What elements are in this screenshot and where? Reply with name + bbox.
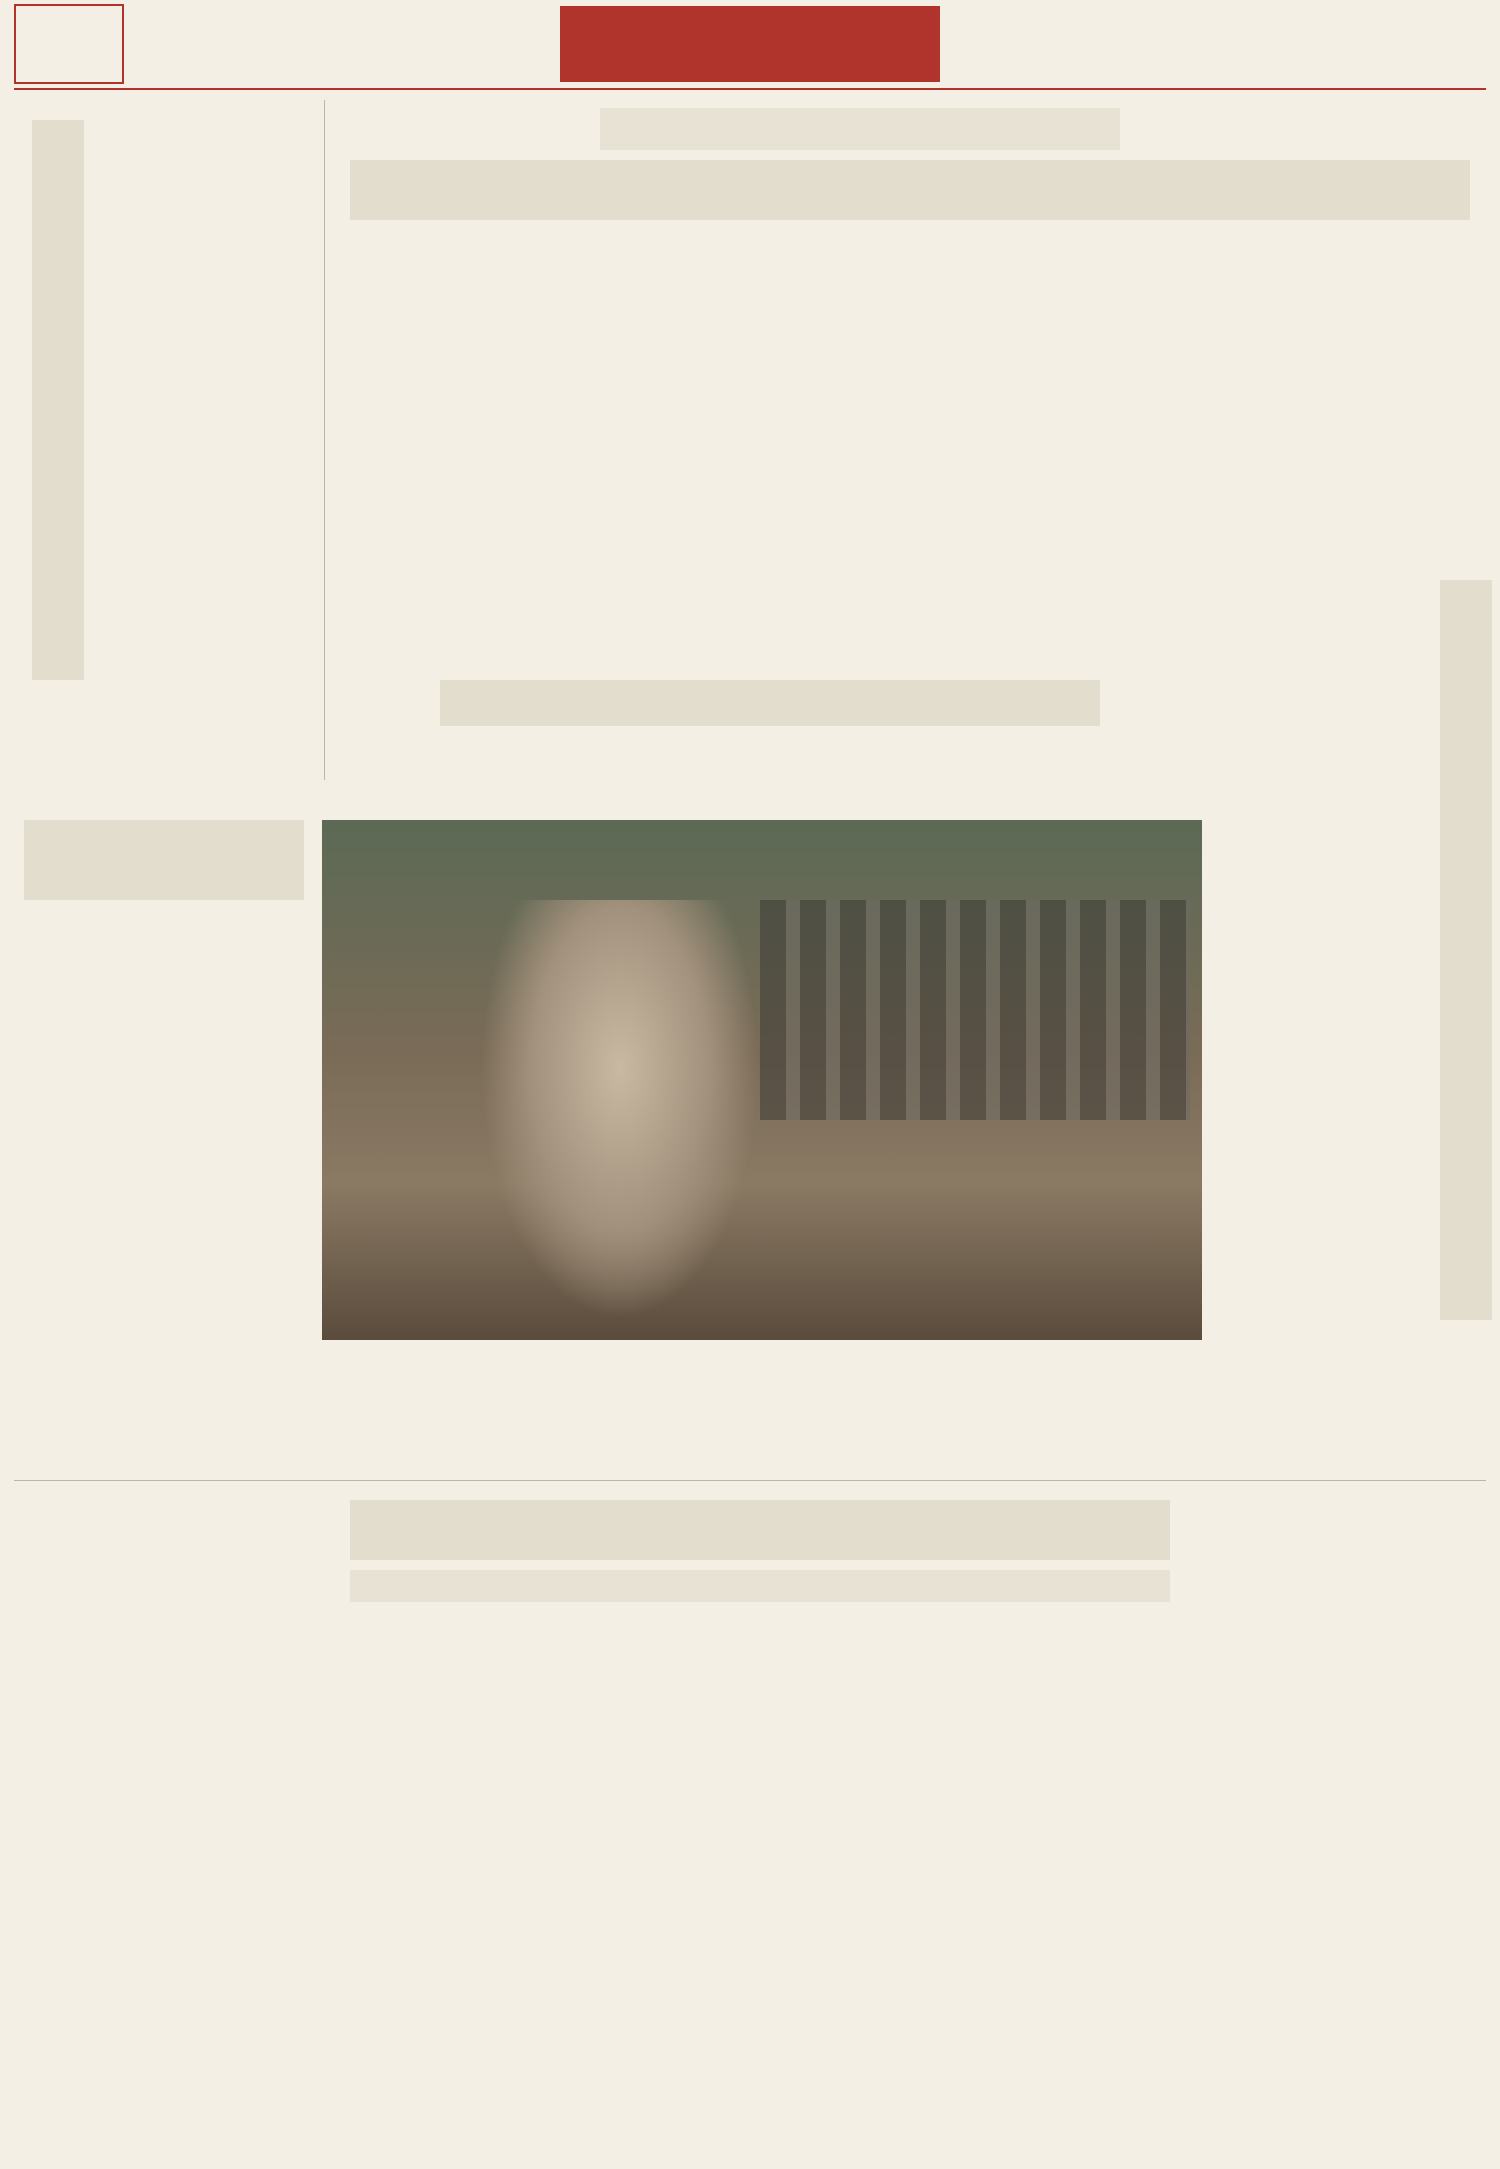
photo-caption-box	[322, 1342, 1202, 1470]
memorial-headline	[440, 680, 1100, 726]
section-divider	[14, 1480, 1486, 1481]
statue-figure	[480, 900, 760, 1320]
procuratorate-headline	[24, 820, 304, 900]
bottom-kicker	[350, 1570, 1170, 1602]
lead-kicker	[600, 108, 1120, 150]
left-story-body	[96, 120, 316, 800]
emissions-vertical-headline	[1440, 580, 1492, 1320]
visitor-crowd	[760, 900, 1190, 1120]
bottom-body	[14, 1610, 1486, 2160]
procuratorate-body	[14, 910, 314, 1450]
section-title-banner	[560, 6, 940, 82]
memorial-body	[340, 740, 1210, 810]
column-divider	[324, 100, 325, 780]
lead-headline	[350, 160, 1470, 220]
emissions-body	[1218, 520, 1430, 1470]
bottom-headline	[350, 1500, 1170, 1560]
left-vertical-headline	[32, 120, 84, 680]
masthead-right	[1240, 10, 1490, 80]
masthead-rule	[14, 88, 1486, 90]
page-number-box	[14, 4, 124, 84]
